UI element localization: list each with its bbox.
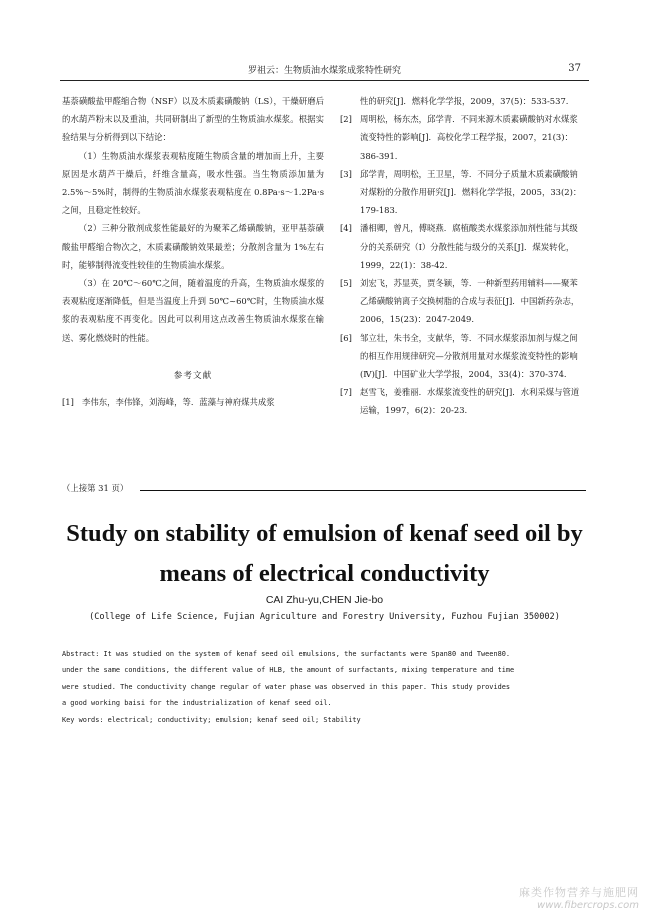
keywords: Key words: electrical; conductivity; emulsion; kenaf seed oil; Stability [62,715,361,724]
reference-number: [5] [340,278,352,289]
reference-text: 刘宏飞，苏显英，贾冬颖，等．一种新型药用辅料——聚苯乙烯磺酸钠离子交换树脂的合成与表征[J]．中国新药杂志，2006，15(23)：2047-2049. [360,278,580,325]
conclusion-3: （3）在 20℃～60℃之间，随着温度的升高，生物质油水煤浆的表观粘度逐渐降低，但是当温度上升到 50℃~60℃时，生物质油水煤浆的表观粘度不再变化。因此可以利用这点改善生物质油水煤浆在输送、雾化燃烧时的性能。 [62,278,324,343]
continuation-label: （上接第 31 页） [62,482,132,494]
site-watermark [519,884,639,911]
reference-number: [2] [340,114,352,125]
abstract-line: were studied. The conductivity change regular of water phase was observed in this paper. This study provides [62,682,511,691]
reference-text: 邹立壮，朱书全，支献华，等．不同水煤浆添加剂与煤之间的相互作用规律研究—分散剂用量对水煤浆流变特性的影响(Ⅳ)[J]．中国矿业大学学报，2004，33(4)：370-374. [360,332,578,380]
conclusion-1: （1）生物质油水煤浆表观粘度随生物质含量的增加而上升，主要原因是水葫芦干燥后，纤维含量高，吸水性强。当生物质添加量为 2.5%～5%时，制得的生物质油水煤浆表观粘度在 0.8Pa·s～1.2Pa·s 之间，且稳定性较好。 [62,150,324,216]
reference-number: [3] [340,168,352,179]
abstract-line: Abstract: It was studied on the system of kenaf seed oil emulsions, the surfactants were Span80 and Tween80. [62,650,511,658]
right-column [340,92,586,420]
english-abstract [62,646,590,728]
reference-text: 邱学青，周明松，王卫星，等．不同分子质量木质素磺酸钠对煤粉的分散作用研究[J]．燃料化学学报，2005，33(2)：179-183. [360,168,582,216]
references-heading: 参考文献 [173,370,213,381]
reference-text: 周明松，杨东杰，邱学青．不同来源木质素磺酸钠对水煤浆流变特性的影响[J]．高校化学工程学报，2007，21(3)：386-391. [360,114,578,161]
english-authors: CAI Zhu-yu,CHEN Jie-bo [265,594,384,606]
divider-rule [140,490,586,491]
reference-item [340,110,586,165]
reference-item [62,393,324,411]
english-title-line-2: means of electrical conductivity [159,560,490,587]
reference-text: 李伟东，李伟锋，刘海峰，等．蓝藻与神府煤共成浆 [82,397,275,408]
continuation-divider [62,482,586,496]
reference-number: [7] [340,387,352,398]
english-affiliation: (College of Life Science, Fujian Agriculture and Forestry University, Fuzhou Fujian 350002) [89,612,560,622]
abstract-line: a good working baisi for the industrialization of kenaf seed oil. [62,699,332,708]
english-title [40,514,609,594]
left-column [62,92,324,411]
reference-number: [6] [340,332,352,343]
reference-continuation [340,92,586,110]
abstract-line: under the same conditions, the different value of HLB, the amount of surfactants, mixing temperature and time [62,666,515,675]
reference-text: 性的研究[J]．燃料化学学报，2009，37(5)：533-537. [360,96,569,106]
running-title: 罗祖云：生物质油水煤浆成浆特性研究 [247,66,401,76]
page-number: 37 [568,63,581,74]
reference-text: 赵雪飞，姜雅丽．水煤浆流变性的研究[J]．水利采煤与管道运输，1997，6(2)：20-23. [360,387,580,416]
watermark-text: 麻类作物营养与施肥网 [519,886,639,899]
reference-number: [1] [62,397,74,408]
reference-item [340,219,586,274]
reference-text: 潘相卿，曾凡，傅晓燕．腐植酸类水煤浆添加剂性能与其级分的关系研究（Ⅰ）分散性能与级分的关系[J]．煤炭转化，1999，22(1)：38-42. [360,223,578,270]
reference-number: [4] [340,223,352,234]
reference-item [340,274,586,329]
running-header [60,56,589,78]
reference-item [340,383,586,419]
watermark-url: www.fibercrops.com [537,900,639,911]
reference-item [340,329,586,384]
conclusion-2: （2）三种分散剂成浆性能最好的为聚苯乙烯磺酸钠，亚甲基萘磺酸盐甲醛缩合物次之，木质素磺酸钠效果最差；分散剂含量为 1%左右时，能够制得流变性较佳的生物质油水煤浆。 [62,223,324,270]
reference-item [340,165,586,220]
english-title-line-1: Study on stability of emulsion of kenaf seed oil by [66,520,583,547]
conclusion-intro: 基萘磺酸盐甲醛缩合物（NSF）以及木质素磺酸钠（LS），干燥研磨后的水葫芦粉末以及重油，共同研制出了新型的生物质油水煤浆。根据实验结果与分析得到以下结论： [62,96,324,143]
header-rule [60,80,589,81]
